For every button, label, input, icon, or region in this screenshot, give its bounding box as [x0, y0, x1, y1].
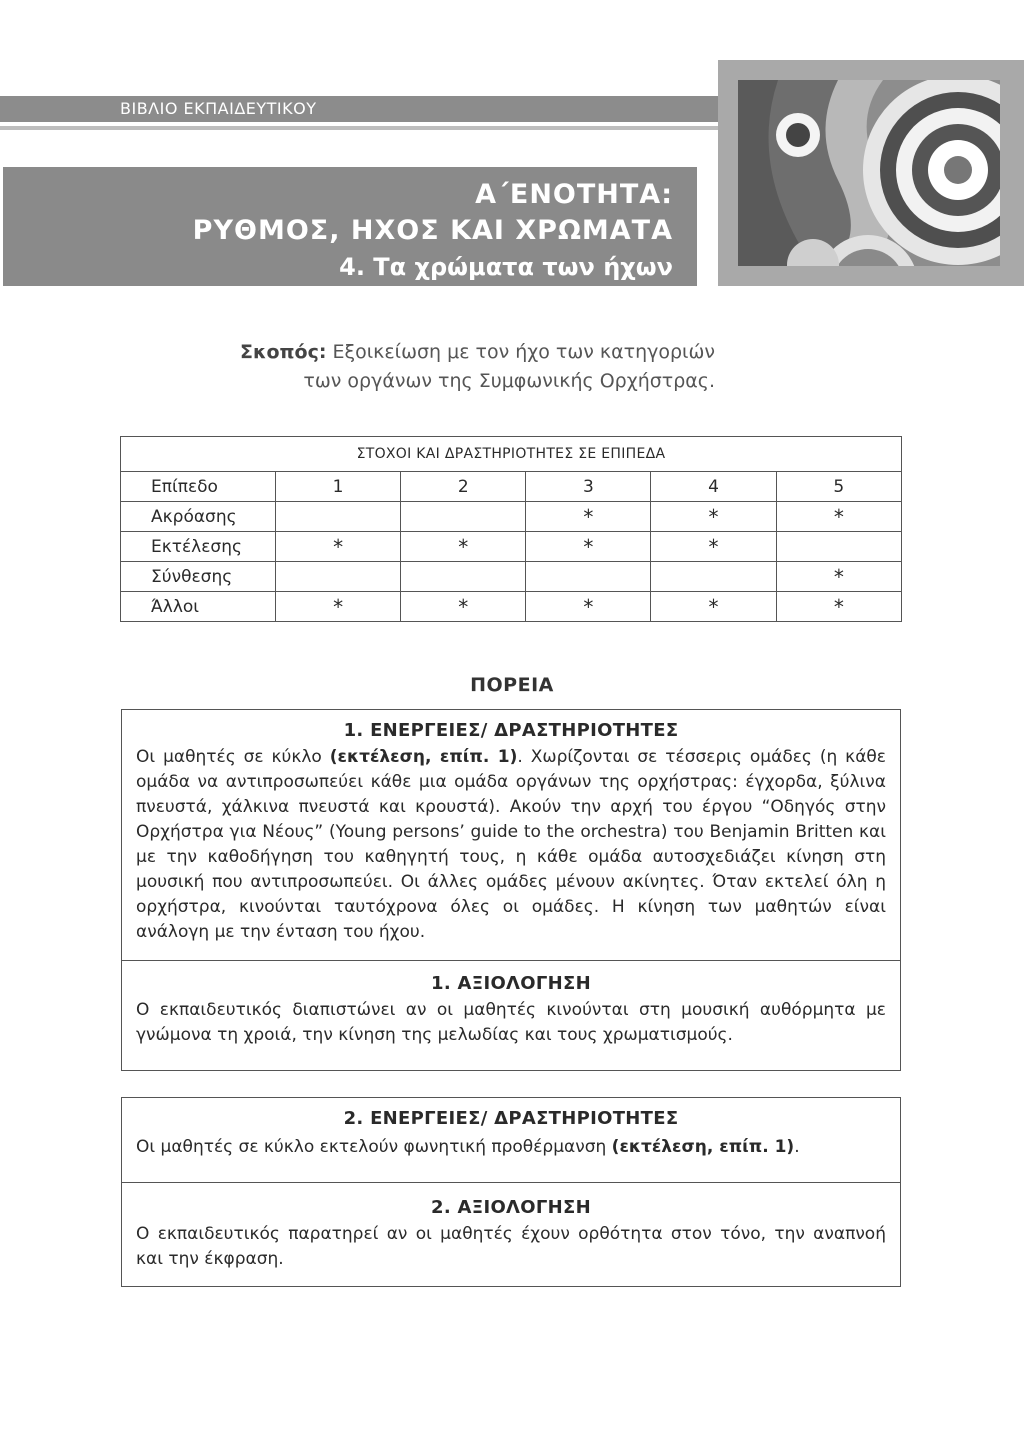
- row-label: Άλλοι: [121, 592, 276, 622]
- activity-text-1: [136, 745, 886, 945]
- activity-box-1: [121, 709, 901, 1071]
- evaluation-heading-1: 1. ΑΞΙΟΛΟΓΗΣΗ: [431, 973, 591, 994]
- level-cell: [401, 502, 526, 532]
- activity-text-1-bold: (εκτέλεση, επίπ. 1): [329, 747, 518, 767]
- activity-text-1-rest: . Χωρίζονται σε τέσσερις ομάδες (η κάθε ομάδα να αντιπροσωπεύει κάθε μια ομάδα οργάνων της ορχήστρας: έγχορδα, ξύλινα πνευστά, χάλκινα πνευστά και κρουστά). Ακούν την αρχή του έργου “Οδηγός στην Ορχήστρα για Νέους” (Young persons’ guide to the orchestra) του Benjamin Britten και με την καθοδήγηση του καθηγητή τους, η κάθε ομάδα αυτοσχεδιάζει κίνηση στη μουσική που αντιπροσωπεύει. Οι άλλες ομάδες μένουν ακίνητες. Όταν εκτελεί όλη η ορχήστρα, κινούνται ταυτόχρονα όλες οι ομάδες. Η κίνηση των μαθητών είναι ανάλογη με την ένταση του ήχου.: [136, 747, 886, 942]
- purpose-text-1: Εξοικείωση με τον ήχο των κατηγοριών: [332, 341, 715, 363]
- levels-row-performance: [121, 532, 902, 562]
- level-cell: *: [651, 592, 776, 622]
- level-cell: *: [776, 562, 901, 592]
- lesson-title: 4. Τα χρώματα των ήχων: [339, 253, 673, 281]
- levels-header-row: [121, 472, 902, 502]
- activity-text-2: [136, 1135, 886, 1160]
- level-number: 2: [401, 472, 526, 502]
- levels-header-label: Επίπεδο: [121, 472, 276, 502]
- activity-text-2-start: Οι μαθητές σε κύκλο εκτελούν φωνητική προθέρμανση: [136, 1137, 612, 1157]
- purpose-label: Σκοπός:: [240, 341, 327, 363]
- activity-heading-2: 2. ΕΝΕΡΓΕΙΕΣ/ ΔΡΑΣΤΗΡΙΟΤΗΤΕΣ: [343, 1108, 679, 1129]
- level-cell: *: [776, 592, 901, 622]
- level-cell: *: [526, 502, 651, 532]
- level-cell: [651, 562, 776, 592]
- levels-table: [120, 436, 902, 622]
- unit-title: Α΄ΕΝΟΤΗΤΑ:: [475, 179, 673, 210]
- purpose-line-1: [195, 338, 715, 367]
- unit-subtitle: ΡΥΘΜΟΣ, ΗΧΟΣ ΚΑΙ ΧΡΩΜΑΤΑ: [192, 215, 673, 246]
- header-band-line: [0, 126, 720, 130]
- decorative-artwork: [718, 60, 1024, 286]
- activity-text-1-start: Οι μαθητές σε κύκλο: [136, 747, 330, 767]
- level-cell: *: [526, 592, 651, 622]
- activity-section-1: [122, 710, 900, 960]
- level-cell: [276, 562, 401, 592]
- unit-title-block: [3, 167, 697, 286]
- levels-row-other: [121, 592, 902, 622]
- level-cell: *: [401, 532, 526, 562]
- evaluation-heading-2: 2. ΑΞΙΟΛΟΓΗΣΗ: [431, 1197, 591, 1218]
- level-cell: *: [651, 502, 776, 532]
- levels-row-listening: [121, 502, 902, 532]
- level-cell: [401, 562, 526, 592]
- level-cell: *: [276, 532, 401, 562]
- lesson-purpose: [195, 338, 715, 396]
- evaluation-text-2: Ο εκπαιδευτικός παρατηρεί αν οι μαθητές έχουν ορθότητα στον τόνο, την αναπνοή και την έκφραση.: [136, 1224, 886, 1269]
- activity-section-2: [122, 1098, 900, 1182]
- activity-text-2-rest: .: [794, 1137, 800, 1157]
- header-band: [0, 96, 720, 122]
- levels-table-title: ΣΤΟΧΟΙ ΚΑΙ ΔΡΑΣΤΗΡΙΟΤΗΤΕΣ ΣΕ ΕΠΙΠΕΔΑ: [121, 437, 902, 472]
- levels-table-title-row: [121, 437, 902, 472]
- levels-row-composition: [121, 562, 902, 592]
- concentric-circles-artwork: [718, 60, 1024, 286]
- evaluation-section-2: [122, 1182, 900, 1272]
- evaluation-text-1: Ο εκπαιδευτικός διαπιστώνει αν οι μαθητές κινούνται στη μουσική αυθόρμητα με γνώμονα τη χροιά, την κίνηση της μελωδίας και τους χρωματισμούς.: [136, 1000, 886, 1045]
- section-heading: ΠΟΡΕΙΑ: [470, 674, 554, 696]
- book-label: ΒΙΒΛΙΟ ΕΚΠΑΙΔΕΥΤΙΚΟΥ: [120, 99, 317, 118]
- level-number: 5: [776, 472, 901, 502]
- level-cell: *: [776, 502, 901, 532]
- level-cell: [276, 502, 401, 532]
- level-number: 3: [526, 472, 651, 502]
- activity-heading-1: 1. ΕΝΕΡΓΕΙΕΣ/ ΔΡΑΣΤΗΡΙΟΤΗΤΕΣ: [343, 720, 679, 741]
- row-label: Ακρόασης: [121, 502, 276, 532]
- row-label: Εκτέλεσης: [121, 532, 276, 562]
- level-cell: *: [276, 592, 401, 622]
- purpose-text-2: των οργάνων της Συμφωνικής Ορχήστρας.: [303, 370, 715, 392]
- level-cell: *: [401, 592, 526, 622]
- evaluation-section-1: [122, 960, 900, 1048]
- activity-box-2: [121, 1097, 901, 1287]
- row-label: Σύνθεσης: [121, 562, 276, 592]
- level-cell: [526, 562, 651, 592]
- activity-text-2-bold: (εκτέλεση, επίπ. 1): [611, 1137, 795, 1157]
- level-cell: *: [526, 532, 651, 562]
- level-cell: *: [651, 532, 776, 562]
- level-cell: [776, 532, 901, 562]
- level-number: 1: [276, 472, 401, 502]
- level-number: 4: [651, 472, 776, 502]
